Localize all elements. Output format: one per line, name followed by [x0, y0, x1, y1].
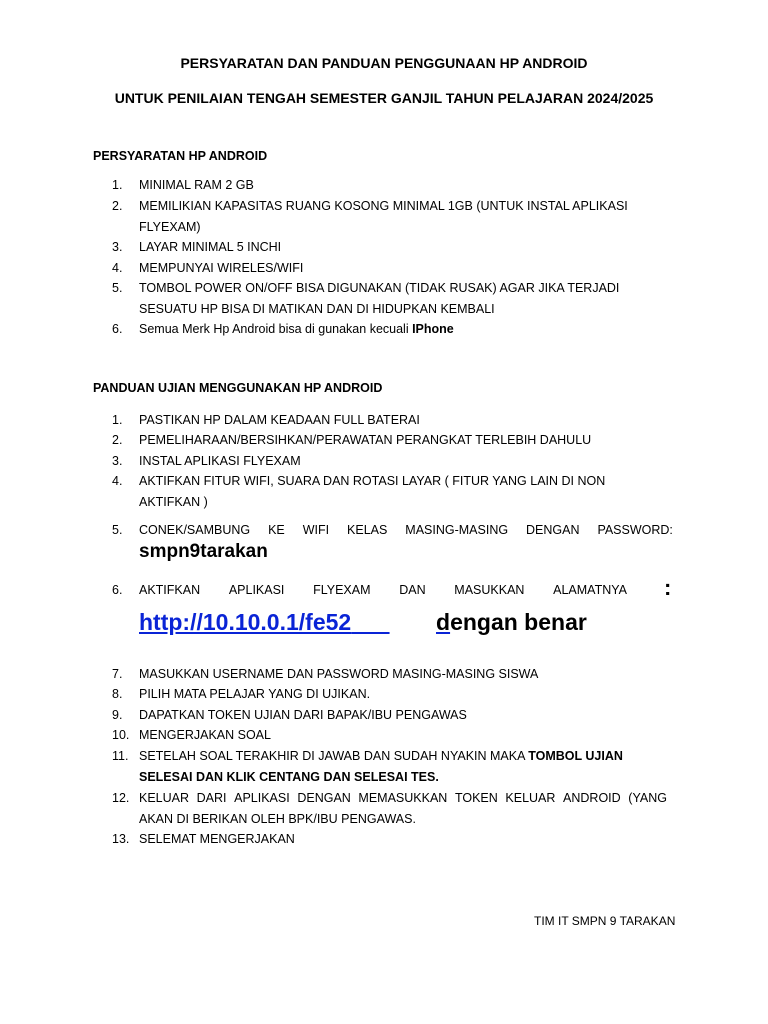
word: ALAMATNYA — [553, 583, 627, 597]
list-number: 2. — [112, 433, 123, 447]
list-item-line: AKTIFKAN FITUR WIFI, SUARA DAN ROTASI LAYAR ( FITUR YANG LAIN DI NON — [139, 474, 606, 488]
list-item — [139, 319, 454, 340]
colon: : — [664, 575, 672, 600]
list-number: 1. — [112, 413, 123, 427]
list-item-line: SETELAH SOAL TERAKHIR DI JAWAB DAN SUDAH NYAKIN MAKA — [139, 749, 529, 763]
word: PASSWORD: — [597, 523, 673, 537]
word: DARI — [196, 791, 227, 805]
list-item: PILIH MATA PELAJAR YANG DI UJIKAN. — [139, 687, 371, 701]
url-suffix-rest: engan benar — [450, 609, 587, 635]
word: KELUAR — [505, 791, 556, 805]
list-item: SELEMAT MENGERJAKAN — [139, 832, 295, 846]
word: KELUAR — [139, 791, 190, 805]
word: MASING-MASING — [405, 523, 509, 537]
list-item: MEMPUNYAI WIRELES/WIFI — [139, 261, 304, 275]
list-item: DAPATKAN TOKEN UJIAN DARI BAPAK/IBU PENGAWAS — [139, 708, 467, 722]
list-item — [139, 580, 627, 601]
list-number: 6. — [112, 322, 123, 336]
list-item: PEMELIHARAAN/BERSIHKAN/PERAWATAN PERANGKAT TERLEBIH DAHULU — [139, 433, 592, 447]
list-item: MINIMAL RAM 2 GB — [139, 178, 254, 192]
word: DENGAN — [526, 523, 580, 537]
word: KELAS — [347, 523, 388, 537]
list-number: 5. — [112, 523, 123, 537]
url-suffix-d: d — [436, 609, 451, 635]
list-number: 4. — [112, 474, 123, 488]
list-number: 10. — [112, 728, 130, 742]
iphone-label: IPhone — [412, 322, 454, 336]
list-number: 3. — [112, 454, 123, 468]
list-item: INSTAL APLIKASI FLYEXAM — [139, 454, 301, 468]
wifi-password: smpn9tarakan — [139, 541, 268, 562]
list-item-line: MEMILIKIAN KAPASITAS RUANG KOSONG MINIMAL 1GB (UNTUK INSTAL APLIKASI — [139, 199, 628, 213]
list-item: LAYAR MINIMAL 5 INCHI — [139, 240, 282, 254]
list-item: PASTIKAN HP DALAM KEADAAN FULL BATERAI — [139, 413, 420, 427]
list-number: 7. — [112, 667, 123, 681]
word: MASUKKAN — [454, 583, 525, 597]
list-number: 6. — [112, 583, 123, 597]
word: AKTIFKAN — [139, 583, 201, 597]
list-item: MENGERJAKAN SOAL — [139, 728, 271, 742]
list-number: 12. — [112, 791, 130, 805]
url-suffix — [436, 609, 587, 636]
list-number: 2. — [112, 199, 123, 213]
word: ANDROID — [563, 791, 621, 805]
list-number: 11. — [112, 749, 129, 763]
list-item-line: AKAN DI BERIKAN OLEH BPK/IBU PENGAWAS. — [139, 811, 416, 826]
list-item-line: AKTIFKAN ) — [139, 494, 208, 509]
list-item-bold: SELESAI DAN KLIK CENTANG DAN SELESAI TES. — [139, 769, 439, 784]
exam-url-link[interactable] — [139, 609, 390, 636]
footer-signature: TIM IT SMPN 9 TARAKAN — [534, 914, 676, 928]
list-item — [139, 746, 623, 787]
list-item-line: TOMBOL POWER ON/OFF BISA DIGUNAKAN (TIDAK RUSAK) AGAR JIKA TERJADI — [139, 281, 620, 295]
title-line-2: UNTUK PENILAIAN TENGAH SEMESTER GANJIL TAHUN PELAJARAN 2024/2025 — [114, 90, 654, 106]
word: CONEK/SAMBUNG — [139, 523, 251, 537]
word: MEMASUKKAN — [358, 791, 448, 805]
list-number: 13. — [112, 832, 130, 846]
list-item — [139, 196, 628, 237]
list-item: MASUKKAN USERNAME DAN PASSWORD MASING-MASING SISWA — [139, 667, 539, 681]
url-text[interactable]: http://10.10.0.1/fe52 — [139, 609, 352, 635]
list-item — [139, 278, 619, 319]
list-item-bold: TOMBOL UJIAN — [528, 749, 623, 763]
word: FLYEXAM — [313, 583, 371, 597]
guide-heading: PANDUAN UJIAN MENGGUNAKAN HP ANDROID — [93, 381, 383, 395]
list-item-text: Semua Merk Hp Android bisa di gunakan kecuali — [139, 322, 413, 336]
list-number: 1. — [112, 178, 123, 192]
list-item — [139, 520, 673, 541]
list-number: 4. — [112, 261, 123, 275]
requirements-heading: PERSYARATAN HP ANDROID — [93, 149, 268, 163]
list-number: 9. — [112, 708, 123, 722]
list-number: 5. — [112, 281, 123, 295]
list-item-line: SESUATU HP BISA DI MATIKAN DAN DI HIDUPKAN KEMBALI — [139, 301, 495, 316]
word: WIFI — [302, 523, 330, 537]
word: DENGAN — [297, 791, 351, 805]
list-item-line: FLYEXAM) — [139, 219, 201, 234]
word: KE — [268, 523, 285, 537]
list-item — [139, 471, 605, 512]
word: (YANG — [628, 791, 667, 805]
word: TOKEN — [454, 791, 498, 805]
word: APLIKASI — [234, 791, 290, 805]
word: DAN — [399, 583, 426, 597]
list-number: 3. — [112, 240, 123, 254]
list-item — [139, 788, 667, 829]
word: APLIKASI — [228, 583, 285, 597]
title-line-1: PERSYARATAN DAN PANDUAN PENGGUNAAN HP ANDROID — [180, 55, 588, 71]
list-number: 8. — [112, 687, 123, 701]
